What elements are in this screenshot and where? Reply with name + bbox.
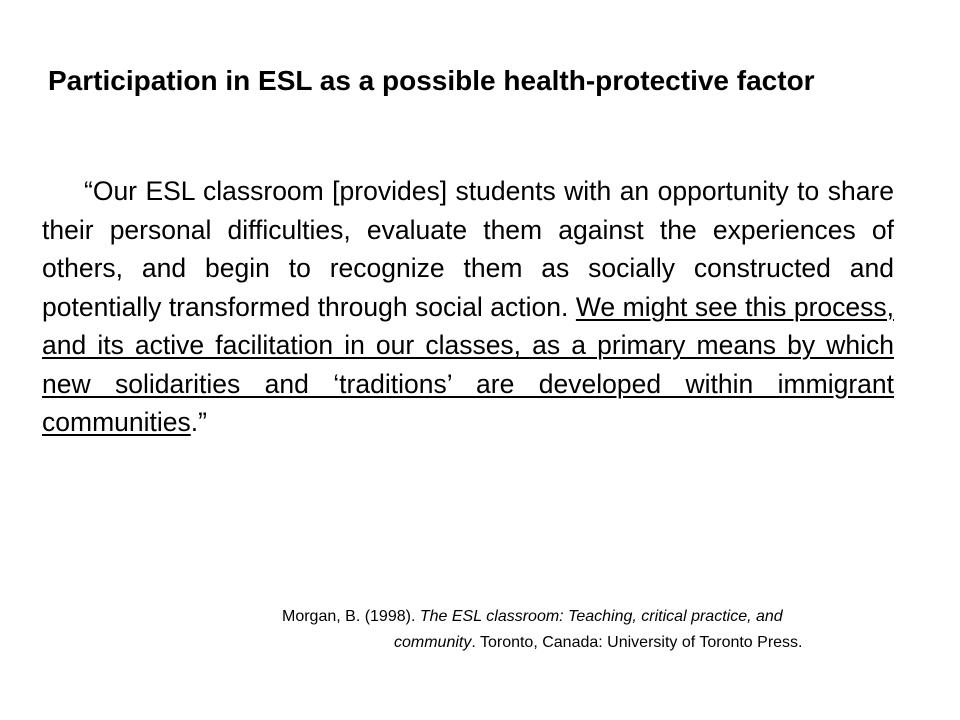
citation-publisher: . Toronto, Canada: University of Toronto Press.	[471, 634, 803, 651]
quote-underlined-text: We might see this process, and its active facilitation in our classes, as a primary means by which new solidarities and ‘traditions’ are developed within immigrant communities	[42, 291, 894, 437]
citation-title-part1: The ESL classroom: Teaching, critical practice, and	[419, 608, 783, 625]
citation-author: Morgan, B. (1998).	[282, 608, 420, 625]
quote-block	[42, 172, 894, 442]
quote-close-mark: .”	[190, 407, 207, 437]
citation	[282, 604, 902, 656]
slide-title: Participation in ESL as a possible health-protective factor	[48, 65, 815, 96]
citation-line-2	[282, 630, 902, 656]
quote-open-mark: “	[84, 176, 93, 206]
quote-plain-text: Our ESL classroom [provides] students with an opportunity to share their personal difficulties, evaluate them against the experiences of others, and begin to recognize them as socially constructed and potentially transformed through social action.	[42, 176, 894, 322]
citation-title-part2: community	[394, 634, 472, 651]
citation-line-1	[282, 604, 902, 630]
